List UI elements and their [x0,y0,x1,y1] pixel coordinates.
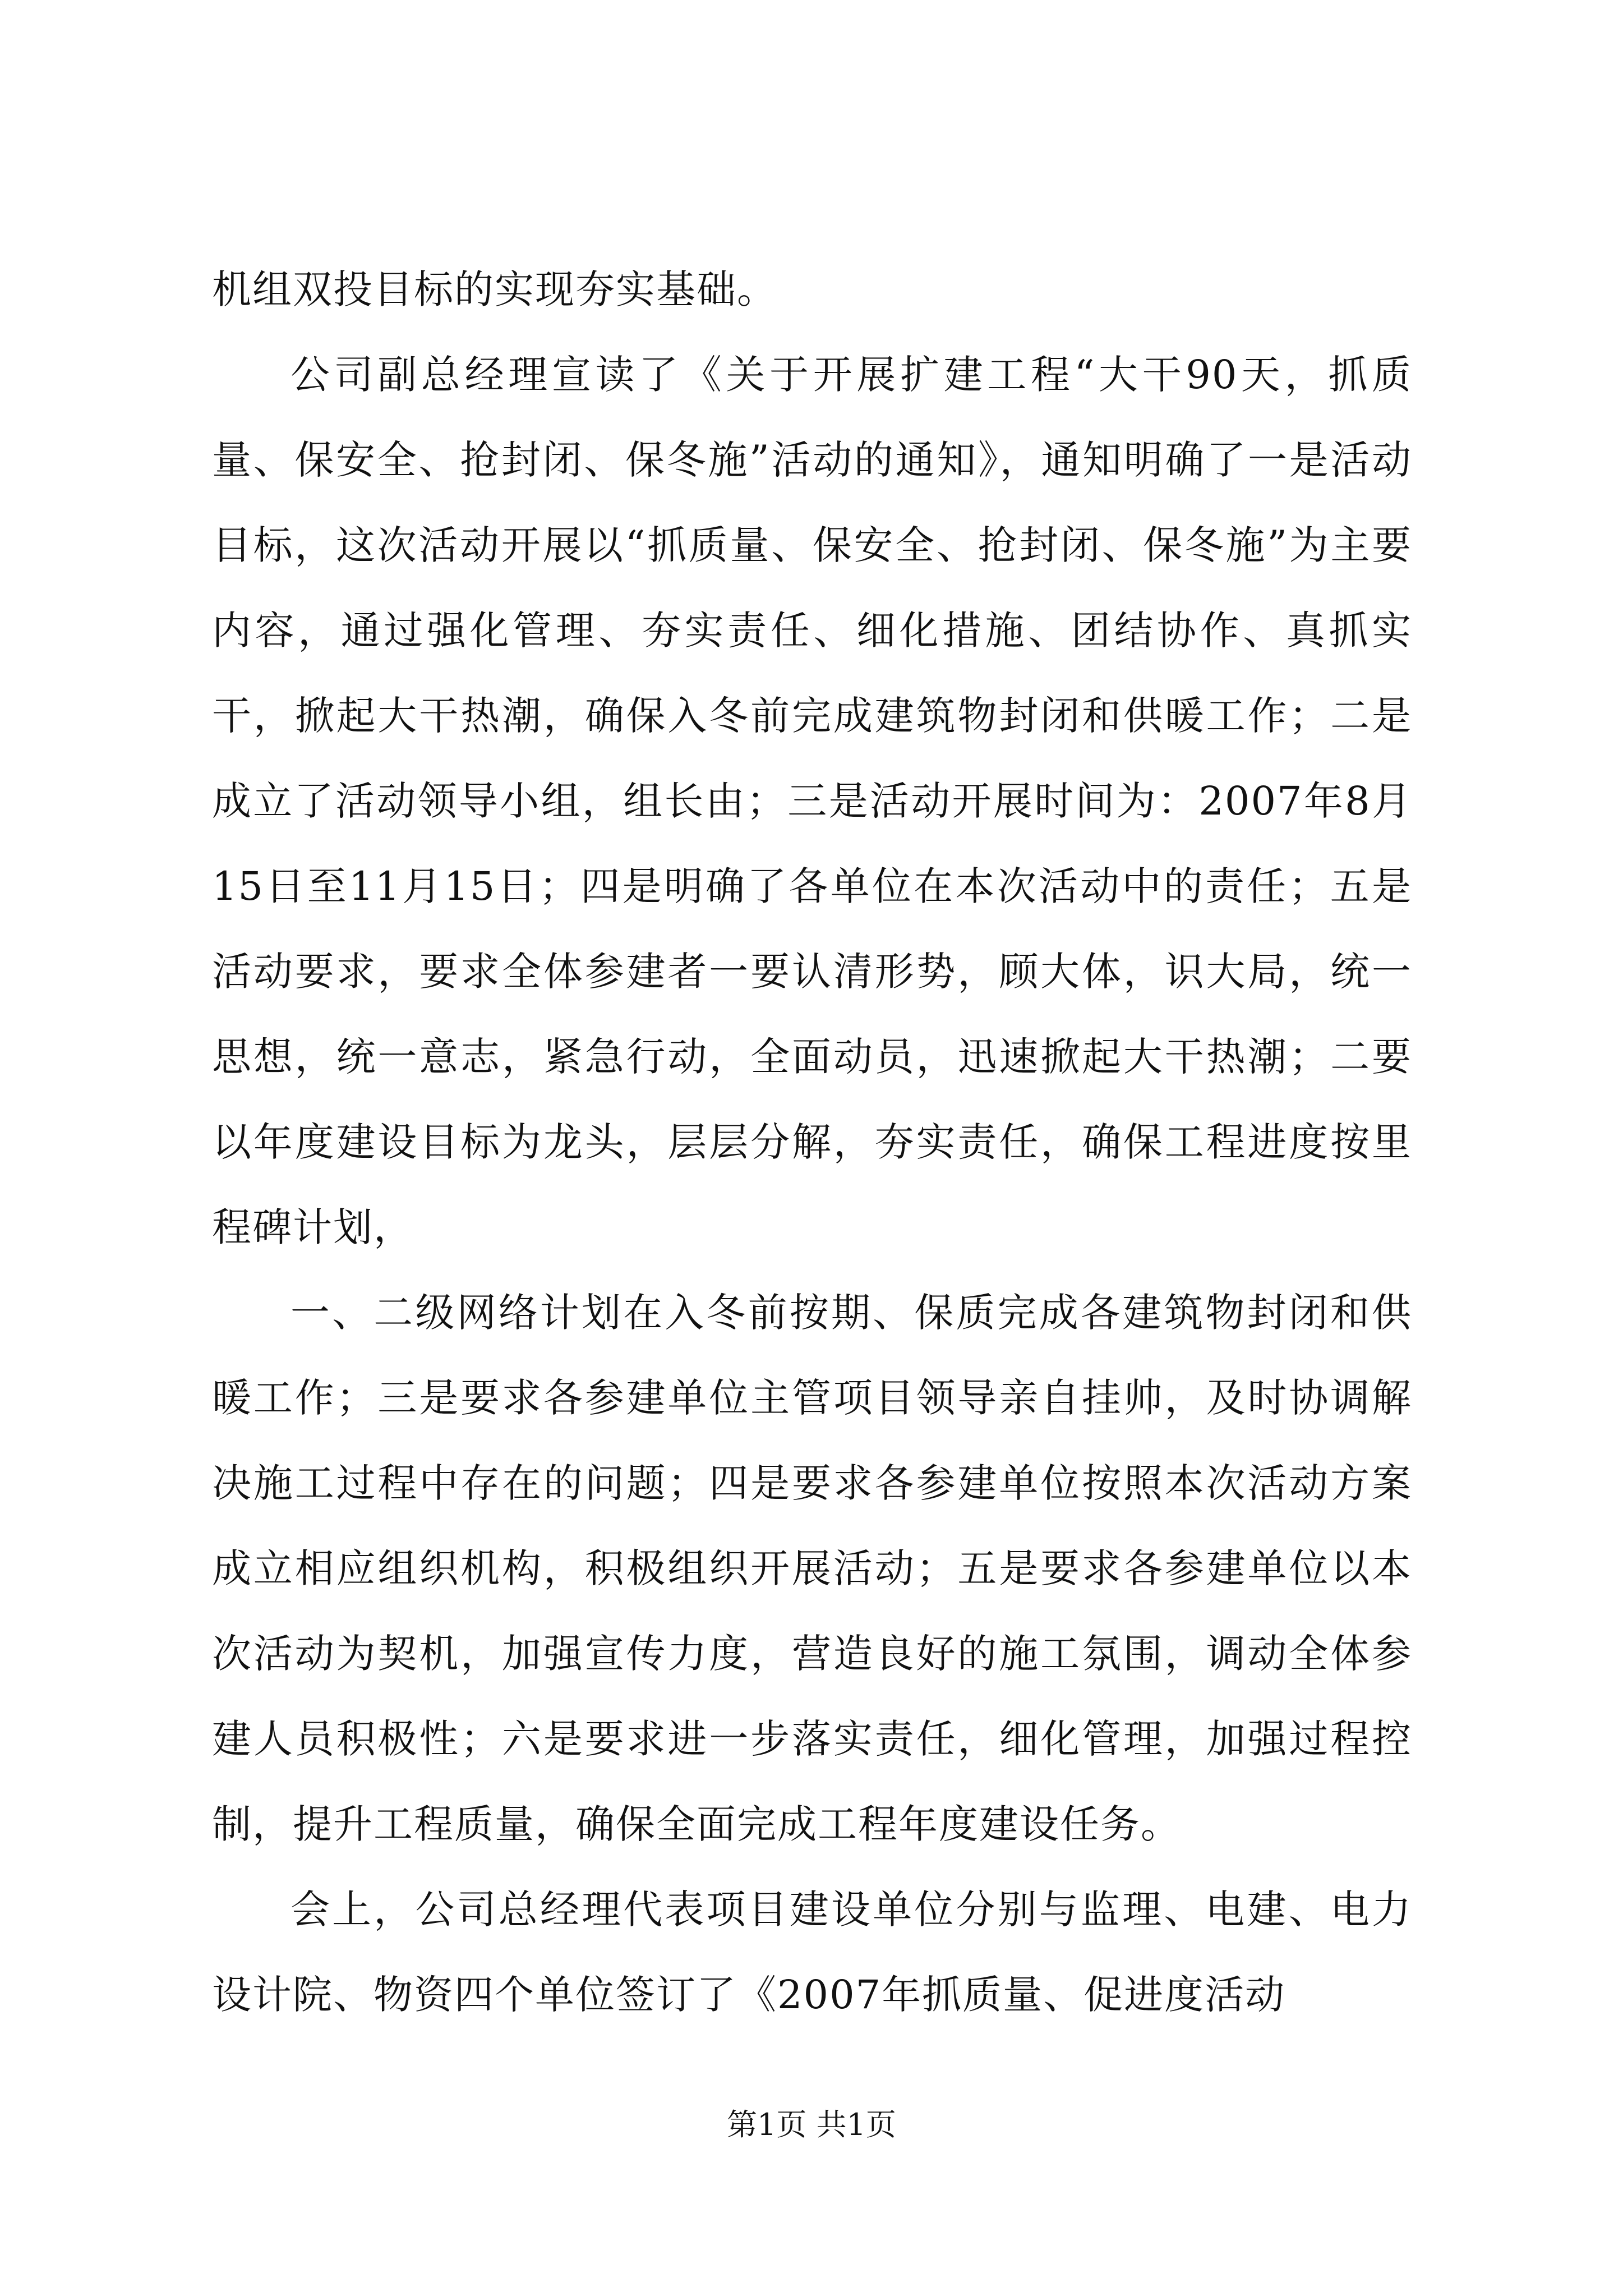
paragraph-1: 机组双投目标的实现夯实基础。 [212,266,777,312]
document-body [212,247,1412,2037]
paragraph-3: 一、二级网络计划在入冬前按期、保质完成各建筑物封闭和供暖工作；三是要求各参建单位主管项目领导亲自挂帅，及时协调解决施工过程中存在的问题；四是要求各参建单位按照本次活动方案成立相应组织机构，积极组织开展活动；五是要求各参建单位以本次活动为契机，加强宣传力度，营造良好的施工氛围，调动全体参建人员积极性；六是要求进一步落实责任，细化管理，加强过程控制，提升工程质量，确保全面完成工程年度建设任务。 [212,1290,1412,1847]
page-footer: 第1页 共1页 [727,2107,896,2142]
paragraph-2: 公司副总经理宣读了《关于开展扩建工程“大干90天，抓质量、保安全、抢封闭、保冬施”活动的通知》，通知明确了一是活动目标，这次活动开展以“抓质量、保安全、抢封闭、保冬施”为主要内容，通过强化管理、夯实责任、细化措施、团结协作、真抓实干，掀起大干热潮，确保入冬前完成建筑物封闭和供暖工作；二是成立了活动领导小组，组长由；三是活动开展时间为：2007年8月15日至11月15日；四是明确了各单位在本次活动中的责任；五是活动要求，要求全体参建者一要认清形势，顾大体，识大局，统一思想，统一意志，紧急行动，全面动员，迅速掀起大干热潮；二要以年度建设目标为龙头，层层分解，夯实责任，确保工程进度按里程碑计划， [212,352,1412,1250]
paragraph-4: 会上，公司总经理代表项目建设单位分别与监理、电建、电力设计院、物资四个单位签订了《2007年抓质量、促进度活动 [212,1887,1412,2018]
